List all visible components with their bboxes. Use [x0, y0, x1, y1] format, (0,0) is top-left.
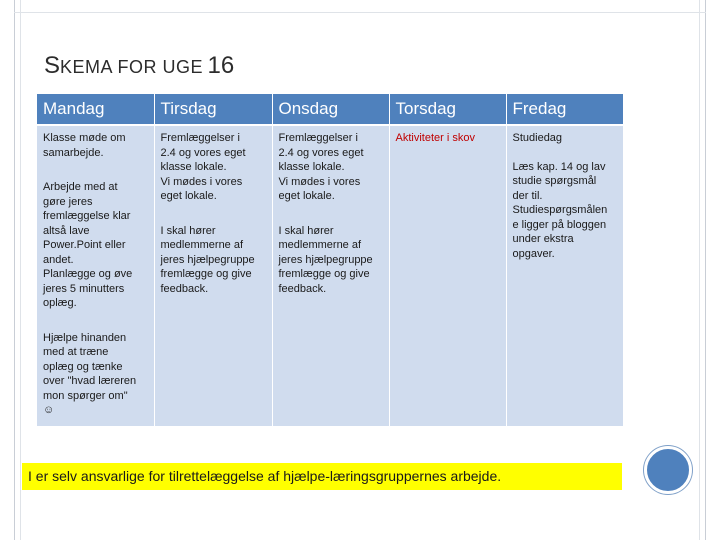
cell-onsdag: [272, 125, 389, 426]
tirsdag-text-1: Fremlæggelser i 2.4 og vores eget klasse lokale. Vi mødes i vores eget lokale.: [160, 132, 246, 202]
responsibility-banner: I er selv ansvarlige for tilrettelæggelse af hjælpe-læringsgruppernes arbejde.: [22, 463, 622, 490]
column-header-torsdag: Torsdag: [389, 94, 506, 125]
slide-title: [44, 52, 234, 80]
onsdag-text-1: Fremlæggelser i 2.4 og vores eget klasse lokale. Vi mødes i vores eget lokale.: [278, 132, 364, 202]
cell-tirsdag: [154, 125, 272, 426]
slide-frame-right: [705, 0, 706, 540]
cell-torsdag: [389, 125, 506, 426]
decorative-circle: [644, 446, 692, 494]
title-initial: S: [44, 52, 61, 79]
table-header-row: [37, 94, 623, 125]
column-header-onsdag: Onsdag: [272, 94, 389, 125]
mandag-text-1: Klasse møde om samarbejde.: [43, 132, 126, 159]
cell-fredag: [506, 125, 623, 426]
onsdag-text-2: I skal hører medlemmerne af jeres hjælpegruppe fremlægge og give feedback.: [278, 224, 373, 295]
tirsdag-text-2: I skal hører medlemmerne af jeres hjælpegruppe fremlægge og give feedback.: [160, 224, 255, 295]
torsdag-text-1: Aktiviteter i skov: [395, 132, 475, 144]
mandag-text-2: Arbejde med at gøre jeres fremlæggelse klar altså lave Power.Point eller andet. Planlægge og øve jeres 5 minutters oplæg.: [43, 181, 133, 309]
cell-mandag: [37, 125, 154, 426]
column-header-tirsdag: Tirsdag: [154, 94, 272, 125]
table-row: [37, 125, 623, 426]
slide-frame-left: [14, 0, 15, 540]
column-header-fredag: Fredag: [506, 94, 623, 125]
title-week-number: 16: [207, 52, 235, 79]
mandag-text-3: Hjælpe hinanden med at træne oplæg og tænke over "hvad læreren mon spørger om" ☺: [43, 331, 137, 416]
slide-frame-top: [14, 12, 706, 13]
fredag-text-2: Læs kap. 14 og lav studie spørgsmål der til. Studiespørgsmålen e ligger på bloggen under ekstra opgaver.: [512, 160, 608, 260]
column-header-mandag: Mandag: [37, 94, 154, 125]
schedule-table: [37, 94, 623, 426]
title-rest: KEMA FOR UGE: [60, 57, 204, 77]
fredag-text-1: Studiedag: [512, 132, 563, 144]
slide-frame-left-inner: [20, 0, 21, 540]
slide-frame-right-inner: [699, 0, 700, 540]
